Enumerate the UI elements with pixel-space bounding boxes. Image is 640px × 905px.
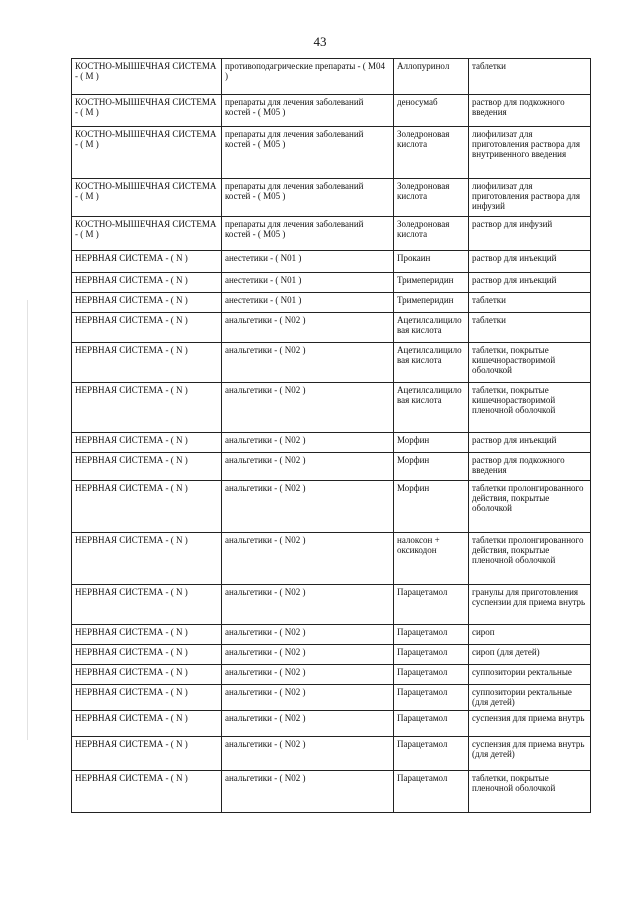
dosage-form-cell: таблетки <box>469 313 591 343</box>
drug-name-cell: Морфин <box>394 453 469 481</box>
dosage-form-cell: раствор для инъекций <box>469 433 591 453</box>
anatomical-group-cell: НЕРВНАЯ СИСТЕМА - ( N ) <box>72 251 222 273</box>
drug-name-cell: Парацетамол <box>394 711 469 737</box>
drug-name-cell: Парацетамол <box>394 685 469 711</box>
table-row <box>72 585 591 625</box>
therapeutic-group-cell: анальгетики - ( N02 ) <box>222 343 394 383</box>
page-number: 43 <box>313 34 327 49</box>
anatomical-group-cell: НЕРВНАЯ СИСТЕМА - ( N ) <box>72 273 222 293</box>
drug-name-cell: Тримеперидин <box>394 273 469 293</box>
dosage-form-cell: таблетки пролонгированного действия, покрытые оболочкой <box>469 481 591 533</box>
drug-name-cell: деносумаб <box>394 95 469 127</box>
table-row <box>72 179 591 217</box>
therapeutic-group-cell: анальгетики - ( N02 ) <box>222 711 394 737</box>
therapeutic-group-cell: анальгетики - ( N02 ) <box>222 383 394 433</box>
anatomical-group-cell: КОСТНО-МЫШЕЧНАЯ СИСТЕМА - ( М ) <box>72 59 222 95</box>
table-row <box>72 433 591 453</box>
anatomical-group-cell: НЕРВНАЯ СИСТЕМА - ( N ) <box>72 711 222 737</box>
dosage-form-cell: таблетки, покрытые кишечнорастворимой пленочной оболочкой <box>469 383 591 433</box>
drug-name-cell: Парацетамол <box>394 665 469 685</box>
anatomical-group-cell: НЕРВНАЯ СИСТЕМА - ( N ) <box>72 585 222 625</box>
dosage-form-cell: раствор для инъекций <box>469 251 591 273</box>
drug-name-cell: Золедроновая кислота <box>394 179 469 217</box>
anatomical-group-cell: НЕРВНАЯ СИСТЕМА - ( N ) <box>72 625 222 645</box>
table-row <box>72 771 591 813</box>
drug-name-cell: Прокаин <box>394 251 469 273</box>
table-row <box>72 453 591 481</box>
drug-name-cell: Парацетамол <box>394 645 469 665</box>
anatomical-group-cell: НЕРВНАЯ СИСТЕМА - ( N ) <box>72 313 222 343</box>
drug-name-cell: Аллопуринол <box>394 59 469 95</box>
table-row <box>72 481 591 533</box>
therapeutic-group-cell: анестетики - ( N01 ) <box>222 273 394 293</box>
drug-list-table <box>71 58 591 813</box>
dosage-form-cell: суспензия для приема внутрь <box>469 711 591 737</box>
table-row <box>72 251 591 273</box>
dosage-form-cell: сироп (для детей) <box>469 645 591 665</box>
anatomical-group-cell: КОСТНО-МЫШЕЧНАЯ СИСТЕМА - ( М ) <box>72 217 222 251</box>
therapeutic-group-cell: анальгетики - ( N02 ) <box>222 585 394 625</box>
table-row <box>72 273 591 293</box>
anatomical-group-cell: НЕРВНАЯ СИСТЕМА - ( N ) <box>72 737 222 771</box>
table-row <box>72 127 591 179</box>
dosage-form-cell: таблетки <box>469 293 591 313</box>
therapeutic-group-cell: анальгетики - ( N02 ) <box>222 685 394 711</box>
anatomical-group-cell: НЕРВНАЯ СИСТЕМА - ( N ) <box>72 481 222 533</box>
dosage-form-cell: гранулы для приготовления суспензии для приема внутрь <box>469 585 591 625</box>
anatomical-group-cell: КОСТНО-МЫШЕЧНАЯ СИСТЕМА - ( М ) <box>72 95 222 127</box>
anatomical-group-cell: НЕРВНАЯ СИСТЕМА - ( N ) <box>72 453 222 481</box>
therapeutic-group-cell: анальгетики - ( N02 ) <box>222 645 394 665</box>
dosage-form-cell: таблетки <box>469 59 591 95</box>
table-row <box>72 313 591 343</box>
table-row <box>72 625 591 645</box>
table-row <box>72 685 591 711</box>
therapeutic-group-cell: анальгетики - ( N02 ) <box>222 313 394 343</box>
table-row <box>72 533 591 585</box>
anatomical-group-cell: НЕРВНАЯ СИСТЕМА - ( N ) <box>72 685 222 711</box>
drug-name-cell: Золедроновая кислота <box>394 217 469 251</box>
dosage-form-cell: суппозитории ректальные <box>469 665 591 685</box>
dosage-form-cell: суспензия для приема внутрь (для детей) <box>469 737 591 771</box>
therapeutic-group-cell: анестетики - ( N01 ) <box>222 293 394 313</box>
drug-name-cell: Парацетамол <box>394 771 469 813</box>
drug-name-cell: Ацетилсалицило вая кислота <box>394 313 469 343</box>
anatomical-group-cell: НЕРВНАЯ СИСТЕМА - ( N ) <box>72 771 222 813</box>
therapeutic-group-cell: анальгетики - ( N02 ) <box>222 737 394 771</box>
anatomical-group-cell: НЕРВНАЯ СИСТЕМА - ( N ) <box>72 343 222 383</box>
table-row <box>72 217 591 251</box>
anatomical-group-cell: КОСТНО-МЫШЕЧНАЯ СИСТЕМА - ( М ) <box>72 179 222 217</box>
dosage-form-cell: таблетки, покрытые пленочной оболочкой <box>469 771 591 813</box>
therapeutic-group-cell: анальгетики - ( N02 ) <box>222 665 394 685</box>
scan-artifact-line <box>27 300 28 740</box>
drug-name-cell: Морфин <box>394 433 469 453</box>
anatomical-group-cell: НЕРВНАЯ СИСТЕМА - ( N ) <box>72 665 222 685</box>
drug-name-cell: Парацетамол <box>394 625 469 645</box>
table-row <box>72 293 591 313</box>
dosage-form-cell: лиофилизат для приготовления раствора для внутривенного введения <box>469 127 591 179</box>
drug-name-cell: Парацетамол <box>394 737 469 771</box>
therapeutic-group-cell: препараты для лечения заболеваний костей - ( М05 ) <box>222 217 394 251</box>
anatomical-group-cell: НЕРВНАЯ СИСТЕМА - ( N ) <box>72 433 222 453</box>
table-row <box>72 59 591 95</box>
dosage-form-cell: таблетки пролонгированного действия, покрытые пленочной оболочкой <box>469 533 591 585</box>
therapeutic-group-cell: препараты для лечения заболеваний костей - ( М05 ) <box>222 95 394 127</box>
dosage-form-cell: таблетки, покрытые кишечнорастворимой оболочкой <box>469 343 591 383</box>
drug-name-cell: Ацетилсалицило вая кислота <box>394 383 469 433</box>
drug-name-cell: Морфин <box>394 481 469 533</box>
anatomical-group-cell: НЕРВНАЯ СИСТЕМА - ( N ) <box>72 645 222 665</box>
dosage-form-cell: раствор для инъекций <box>469 273 591 293</box>
drug-name-cell: Парацетамол <box>394 585 469 625</box>
therapeutic-group-cell: противоподагрические препараты - ( М04 ) <box>222 59 394 95</box>
table-row <box>72 343 591 383</box>
therapeutic-group-cell: анальгетики - ( N02 ) <box>222 625 394 645</box>
table-row <box>72 645 591 665</box>
therapeutic-group-cell: препараты для лечения заболеваний костей - ( М05 ) <box>222 179 394 217</box>
therapeutic-group-cell: анестетики - ( N01 ) <box>222 251 394 273</box>
therapeutic-group-cell: анальгетики - ( N02 ) <box>222 533 394 585</box>
drug-name-cell: Ацетилсалицило вая кислота <box>394 343 469 383</box>
table-row <box>72 95 591 127</box>
dosage-form-cell: лиофилизат для приготовления раствора для инфузий <box>469 179 591 217</box>
anatomical-group-cell: НЕРВНАЯ СИСТЕМА - ( N ) <box>72 293 222 313</box>
therapeutic-group-cell: препараты для лечения заболеваний костей - ( М05 ) <box>222 127 394 179</box>
dosage-form-cell: сироп <box>469 625 591 645</box>
dosage-form-cell: раствор для подкожного введения <box>469 453 591 481</box>
therapeutic-group-cell: анальгетики - ( N02 ) <box>222 481 394 533</box>
drug-name-cell: налоксон + оксикодон <box>394 533 469 585</box>
therapeutic-group-cell: анальгетики - ( N02 ) <box>222 433 394 453</box>
table-row <box>72 711 591 737</box>
drug-name-cell: Тримеперидин <box>394 293 469 313</box>
table-body <box>72 59 591 813</box>
anatomical-group-cell: КОСТНО-МЫШЕЧНАЯ СИСТЕМА - ( М ) <box>72 127 222 179</box>
table-row <box>72 383 591 433</box>
dosage-form-cell: раствор для инфузий <box>469 217 591 251</box>
anatomical-group-cell: НЕРВНАЯ СИСТЕМА - ( N ) <box>72 533 222 585</box>
table-row <box>72 665 591 685</box>
table-row <box>72 737 591 771</box>
therapeutic-group-cell: анальгетики - ( N02 ) <box>222 453 394 481</box>
dosage-form-cell: раствор для подкожного введения <box>469 95 591 127</box>
therapeutic-group-cell: анальгетики - ( N02 ) <box>222 771 394 813</box>
anatomical-group-cell: НЕРВНАЯ СИСТЕМА - ( N ) <box>72 383 222 433</box>
dosage-form-cell: суппозитории ректальные (для детей) <box>469 685 591 711</box>
drug-name-cell: Золедроновая кислота <box>394 127 469 179</box>
